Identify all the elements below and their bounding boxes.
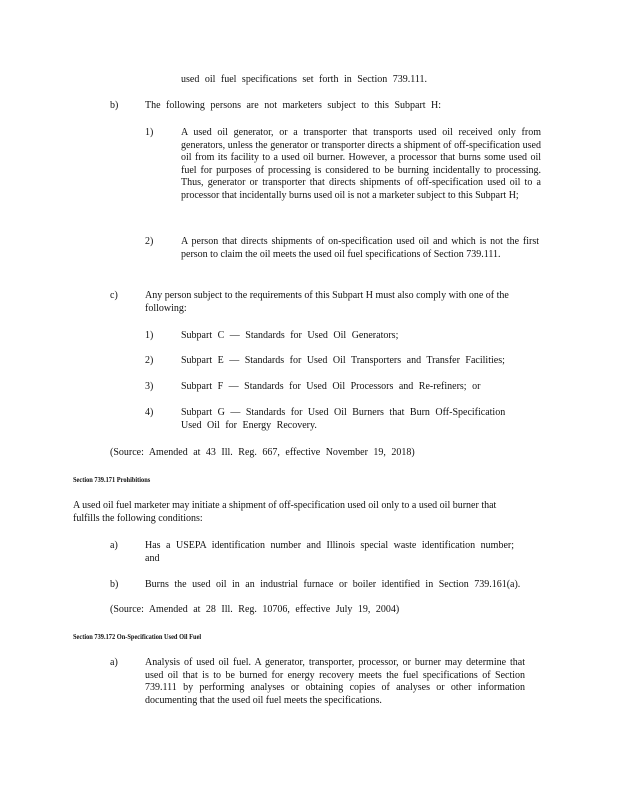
section-intro: A used oil fuel marketer may initiate a shipment of off-specification used oil only to a used oil burner that fulfills the following conditions: [73,500,497,524]
c1-label: 1) [145,330,154,341]
s171-a-label: a) [110,540,118,551]
c-label: c) [110,290,118,301]
b2-text: A person that directs shipments of on-specification used oil and which is not the first person to claim the oil meets the used oil fuel specifications of Section 739.111. [181,236,539,260]
b1-text: A used oil generator, or a transporter that transports used oil received only from generators, unless the generator or transporter directs a shipment of off-specification used oil from its facility to a used oil burner. However, a processor that burns some used oil fuel for purposes of processing is considered to be burning incidentally to processing. Thus, generator or transporter that directs shipments of off-specification used oil to a processor that incidentally burns used oil is not a marketer subject to this Subpart H; [181,127,541,201]
c3-label: 3) [145,381,154,392]
s171-a-text: Has a USEPA identification number and Illinois special waste identification number; and [145,540,515,564]
c2-text: Subpart E — Standards for Used Oil Transporters and Transfer Facilities; [181,355,505,366]
source-note: (Source: Amended at 43 Ill. Reg. 667, effective November 19, 2018) [110,447,415,458]
continued-text: used oil fuel specifications set forth in Section 739.111. [181,74,427,85]
b-label: b) [110,100,119,111]
s171-b-label: b) [110,579,119,590]
source-note: (Source: Amended at 28 Ill. Reg. 10706, effective July 19, 2004) [110,604,400,615]
c4-label: 4) [145,407,154,418]
c-text: Any person subject to the requirements of this Subpart H must also comply with one of the following: [145,290,509,314]
c4-text: Subpart G — Standards for Used Oil Burners that Burn Off-Specification Used Oil for Energy Recovery. [181,407,506,431]
c3-text: Subpart F — Standards for Used Oil Processors and Re-refiners; or [181,381,481,392]
b2-label: 2) [145,236,154,247]
section-heading: Section 739.171 Prohibitions [73,475,151,484]
section-heading: Section 739.172 On-Specification Used Oil Fuel [73,632,202,641]
c2-label: 2) [145,355,154,366]
b-text: The following persons are not marketers subject to this Subpart H: [145,100,442,111]
s172-a-text: Analysis of used oil fuel. A generator, transporter, processor, or burner may determine that used oil that is to be burned for energy recovery meets the fuel specifications of Section 739.111 by performing analyses or obtaining copies of analyses or other information documenting that the used oil fuel meets the specifications. [145,657,525,706]
b1-label: 1) [145,127,154,138]
c1-text: Subpart C — Standards for Used Oil Generators; [181,330,399,341]
s171-b-text: Burns the used oil in an industrial furnace or boiler identified in Section 739.161(a). [145,579,521,590]
s172-a-label: a) [110,657,118,668]
